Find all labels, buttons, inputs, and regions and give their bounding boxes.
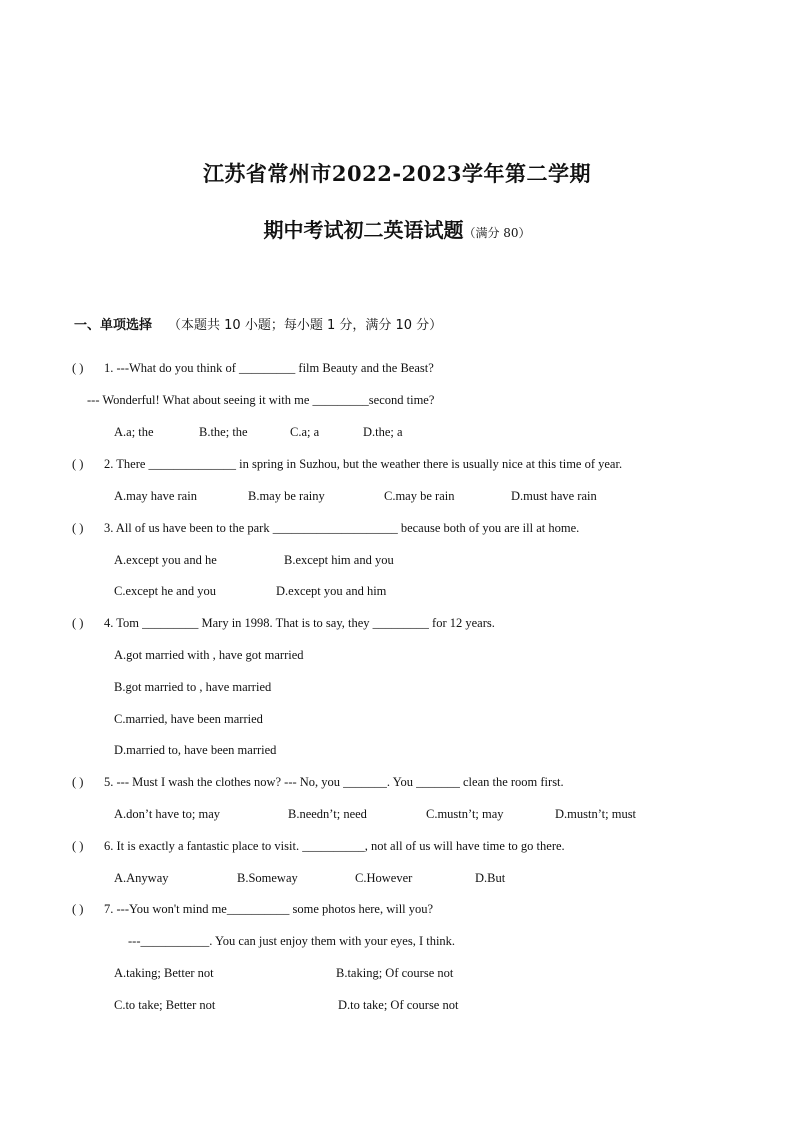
question-1 [72,360,434,376]
q6-option-c[interactable]: C.However [355,871,413,885]
q1-option-d[interactable]: D.the; a [363,425,403,439]
answer-blank-1[interactable]: ( ) [72,361,84,375]
question-4 [72,615,495,631]
score-note: （满分 80） [463,226,531,240]
q2-option-b[interactable]: B.may be rainy [248,489,325,503]
q3-option-d[interactable]: D.except you and him [276,584,387,598]
question-7 [72,901,433,917]
q4-option-a[interactable]: A.got married with , have got married [114,648,304,662]
q5-option-a[interactable]: A.don’t have to; may [114,807,220,821]
q7-option-c[interactable]: C.to take; Better not [114,998,216,1012]
exam-title-line2 [0,214,794,243]
q2-option-d[interactable]: D.must have rain [511,489,597,503]
q7-option-b[interactable]: B.taking; Of course not [336,966,454,980]
q2-option-c[interactable]: C.may be rain [384,489,455,503]
exam-title-text: 期中考试初二英语试题 [263,218,464,242]
q4-option-b[interactable]: B.got married to , have married [114,680,272,694]
answer-blank-7[interactable]: ( ) [72,902,84,916]
question-7-stem2: ---___________. You can just enjoy them with your eyes, I think. [128,934,456,948]
q5-option-b[interactable]: B.needn’t; need [288,807,367,821]
answer-blank-2[interactable]: ( ) [72,457,84,471]
q1-option-a[interactable]: A.a; the [114,425,154,439]
question-3 [72,520,579,536]
question-4-stem: 4. Tom _________ Mary in 1998. That is to say, they _________ for 12 years. [104,616,495,630]
section-heading [74,314,442,333]
question-1-stem2: --- Wonderful! What about seeing it with me _________second time? [87,393,435,407]
section-note: （本题共 10 小题；每小题 1 分，满分 10 分） [168,318,443,333]
q6-option-a[interactable]: A.Anyway [114,871,169,885]
question-1-stem: 1. ---What do you think of _________ film Beauty and the Beast? [104,361,434,375]
q3-option-b[interactable]: B.except him and you [284,553,394,567]
answer-blank-3[interactable]: ( ) [72,521,84,535]
exam-title-line1: 江苏省常州市2022-2023学年第二学期 [202,161,592,186]
q2-option-a[interactable]: A.may have rain [114,489,197,503]
section-title: 一、单项选择 [74,318,153,333]
q1-option-b[interactable]: B.the; the [199,425,248,439]
question-5-stem: 5. --- Must I wash the clothes now? --- No, you _______. You _______ clean the room first. [104,775,564,789]
q6-option-b[interactable]: B.Someway [237,871,298,885]
q5-option-c[interactable]: C.mustn’t; may [426,807,504,821]
question-7-stem: 7. ---You won't mind me__________ some photos here, will you? [104,902,434,916]
q5-option-d[interactable]: D.mustn’t; must [555,807,637,821]
question-3-stem: 3. All of us have been to the park ____________________ because both of you are ill at home. [104,521,580,535]
question-2 [72,456,622,472]
question-6-stem: 6. It is exactly a fantastic place to visit. __________, not all of us will have time to go there. [104,839,565,853]
answer-blank-6[interactable]: ( ) [72,839,84,853]
q4-option-d[interactable]: D.married to, have been married [114,743,277,757]
q6-option-d[interactable]: D.But [475,871,506,885]
question-5 [72,774,564,790]
answer-blank-5[interactable]: ( ) [72,775,84,789]
q4-option-c[interactable]: C.married, have been married [114,712,263,726]
q1-option-c[interactable]: C.a; a [290,425,320,439]
q3-option-c[interactable]: C.except he and you [114,584,217,598]
answer-blank-4[interactable]: ( ) [72,616,84,630]
question-2-stem: 2. There ______________ in spring in Suzhou, but the weather there is usually nice at this time of year. [104,457,623,471]
q7-option-a[interactable]: A.taking; Better not [114,966,214,980]
q3-option-a[interactable]: A.except you and he [114,553,217,567]
q7-option-d[interactable]: D.to take; Of course not [338,998,459,1012]
question-6 [72,838,565,854]
